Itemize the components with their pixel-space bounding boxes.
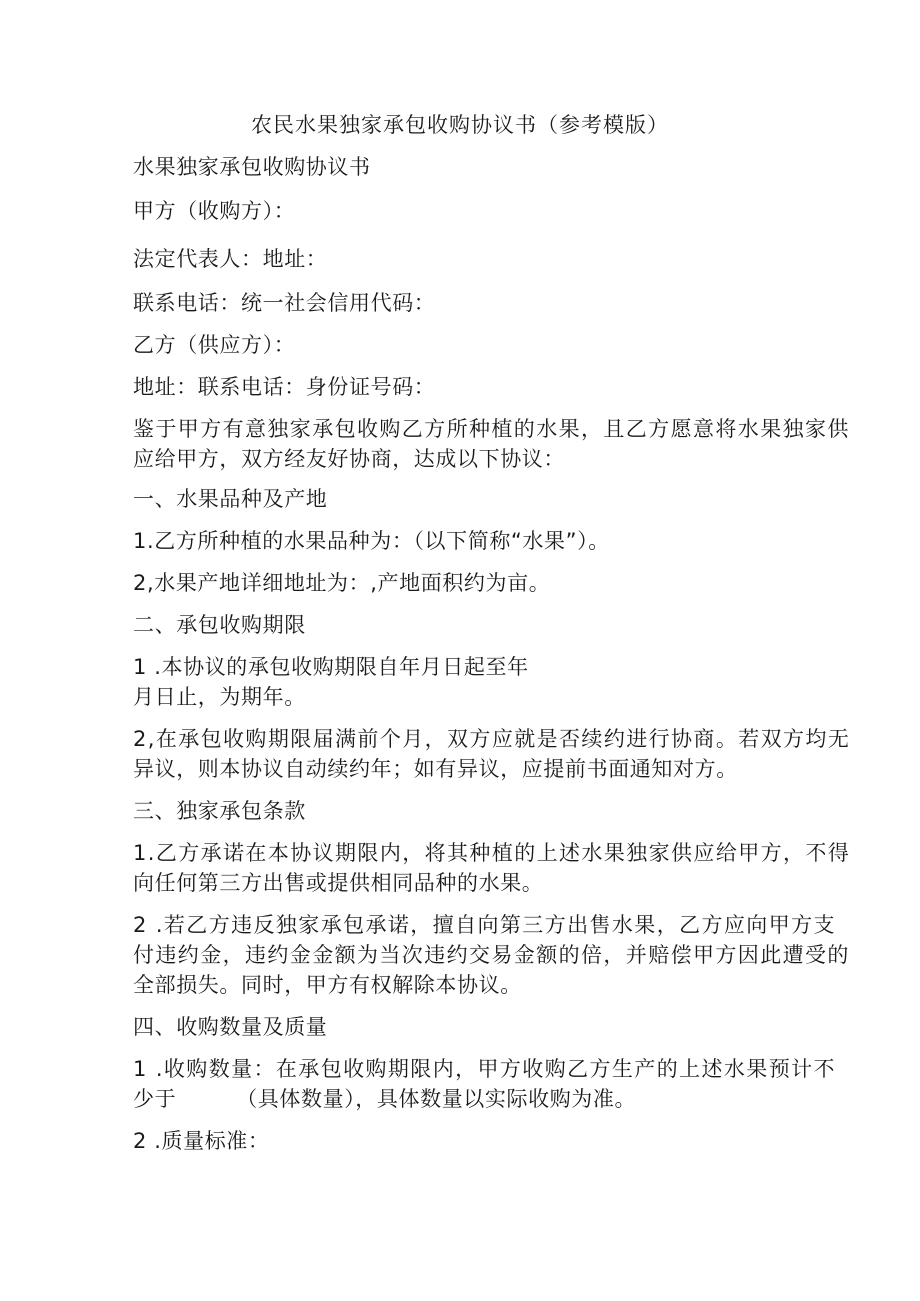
section-2-heading: 二、承包收购期限: [133, 613, 306, 637]
section-4-item-2: 2 .质量标准：: [133, 1129, 270, 1153]
party-a-representative-address: 法定代表人：地址：: [133, 247, 328, 271]
document-title: 农民水果独家承包收购协议书（参考模版）: [251, 113, 669, 137]
party-a-label: 甲方（收购方）：: [133, 199, 296, 223]
party-a-phone-credit-code: 联系电话：统一社会信用代码：: [133, 291, 436, 315]
section-1-heading: 一、水果品种及产地: [133, 487, 328, 511]
section-3-heading: 三、独家承包条款: [133, 799, 306, 823]
section-3-item-1-line-2: 向任何第三方出售或提供相同品种的水果。: [133, 871, 544, 895]
section-4-item-1-line-1: 1 .收购数量：在承包收购期限内，甲方收购乙方生产的上述水果预计不: [133, 1057, 836, 1081]
quantity-prefix: 少于: [133, 1087, 177, 1111]
section-3-item-1-line-1: 1.乙方承诺在本协议期限内，将其种植的上述水果独家供应给甲方，不得: [133, 841, 851, 865]
section-3-item-2-line-3: 全部损失。同时，甲方有权解除本协议。: [133, 973, 522, 997]
quantity-suffix: （具体数量），具体数量以实际收购为准。: [236, 1087, 637, 1111]
agreement-heading: 水果独家承包收购协议书: [133, 155, 371, 179]
party-b-label: 乙方（供应方）：: [133, 333, 296, 357]
section-1-item-1: 1.乙方所种植的水果品种为：（以下简称“水果”）。: [133, 529, 610, 553]
preamble-line-2: 应给甲方，双方经友好协商，达成以下协议：: [133, 447, 565, 471]
section-1-item-2: 2,水果产地详细地址为：,产地面积约为亩。: [133, 571, 551, 595]
section-2-item-2-line-1: 2,在承包收购期限届满前个月，双方应就是否续约进行协商。若双方均无: [133, 727, 851, 751]
section-2-item-1-line-2: 月日止，为期年。: [133, 685, 306, 709]
preamble-line-1: 鉴于甲方有意独家承包收购乙方所种植的水果，且乙方愿意将水果独家供: [133, 417, 850, 441]
section-2-item-2-line-2: 异议，则本协议自动续约年；如有异议，应提前书面通知对方。: [133, 757, 738, 781]
party-b-address-phone-id: 地址：联系电话：身份证号码：: [133, 375, 436, 399]
section-2-item-1-line-1: 1 .本协议的承包收购期限自年月日起至年: [133, 655, 529, 679]
section-4-item-1-line-2: [133, 1084, 833, 1114]
section-3-item-2-line-2: 付违约金，违约金金额为当次违约交易金额的倍，并赔偿甲方因此遭受的: [133, 943, 850, 967]
section-3-item-2-line-1: 2 .若乙方违反独家承包承诺，擅自向第三方出售水果，乙方应向甲方支: [133, 913, 836, 937]
section-4-heading: 四、收购数量及质量: [133, 1015, 328, 1039]
